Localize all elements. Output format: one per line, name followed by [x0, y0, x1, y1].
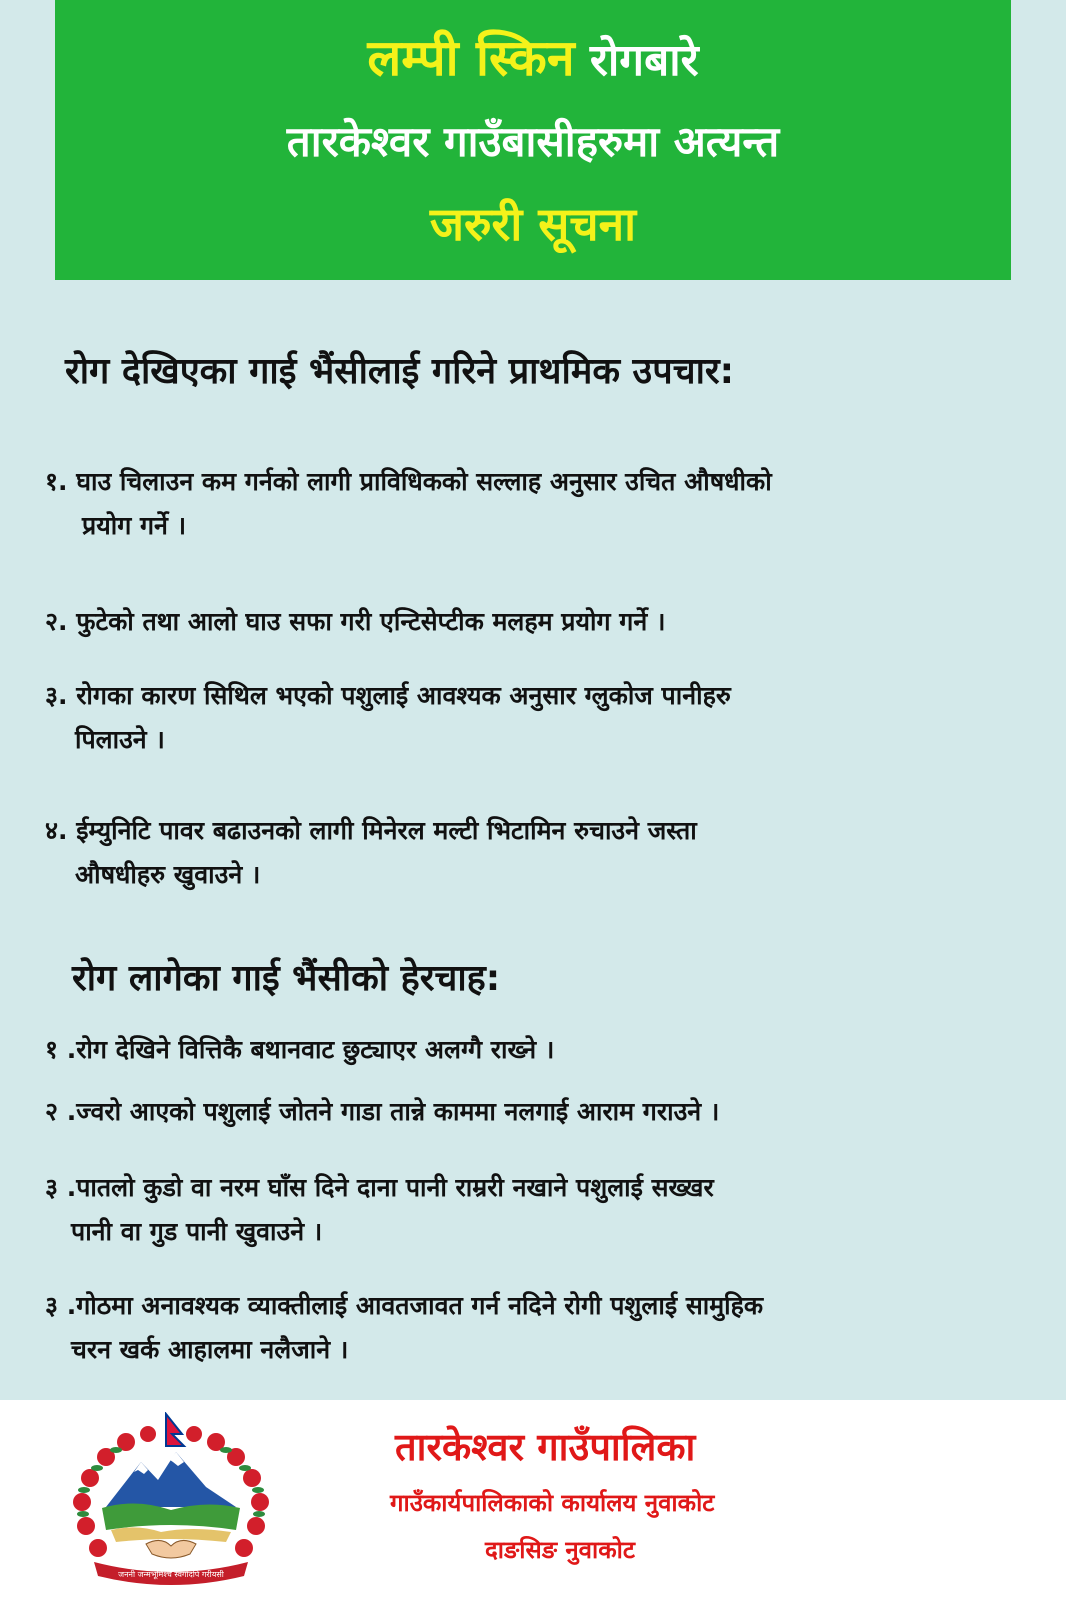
list-item: [45, 809, 1005, 897]
list-item: [45, 674, 1005, 762]
section2-heading: रोग लागेका गाई भैंसीको हेरचाह:: [72, 958, 501, 999]
section1-heading: रोग देखिएका गाई भैंसीलाई गरिने प्राथमिक उपचार:: [65, 351, 735, 392]
item-line: पानी वा गुड पानी खुवाउने ।: [71, 1217, 323, 1246]
item-line: चरन खर्क आहालमा नलैजाने ।: [71, 1335, 349, 1364]
list-item: [45, 460, 1005, 548]
banner-highlight: लम्पी स्किन: [367, 29, 575, 87]
list-item: [45, 1028, 1005, 1072]
item-line: प्रयोग गर्ने ।: [82, 511, 187, 540]
item-line: ३ .गोठमा अनावश्यक व्याक्तीलाई आवतजावत गर्न नदिने रोगी पशुलाई सामुहिक: [45, 1291, 764, 1320]
item-line: १ .रोग देखिने वित्तिकै बथानवाट छुट्याएर अलग्गै राख्ने ।: [45, 1035, 555, 1064]
banner-line-1: [55, 22, 1011, 90]
item-line: औषधीहरु खुवाउने ।: [75, 860, 261, 889]
organization-name: तारकेश्वर गाउँपालिका: [395, 1425, 696, 1469]
item-line: ३. रोगका कारण सिथिल भएको पशुलाई आवश्यक अनुसार ग्लुकोज पानीहरु: [45, 681, 731, 710]
banner-line-1-rest: रोगबारे: [589, 35, 699, 86]
item-line: १. घाउ चिलाउन कम गर्नको लागी प्राविधिकको सल्लाह अनुसार उचित औषधीको: [45, 467, 772, 496]
item-line: ३ .पातलो कुडो वा नरम घाँस दिने दाना पानी राम्ररी नखाने पशुलाई सख्खर: [45, 1173, 714, 1202]
item-line: २. फुटेको तथा आलो घाउ सफा गरी एन्टिसेप्टीक मलहम प्रयोग गर्ने ।: [45, 607, 666, 636]
title-banner: [55, 0, 1011, 280]
item-line: पिलाउने ।: [75, 725, 165, 754]
nepal-emblem-icon: [66, 1412, 276, 1592]
list-item: [45, 1166, 1005, 1254]
banner-line-3: जरुरी सूचना: [429, 197, 637, 251]
item-line: २ .ज्वरो आएको पशुलाई जोतने गाडा तान्ने काममा नलगाई आराम गराउने ।: [45, 1097, 720, 1126]
office-name: गाउँकार्यपालिकाको कार्यालय नुवाकोट: [390, 1489, 715, 1517]
list-item: [45, 600, 1005, 644]
list-item: [45, 1284, 1005, 1372]
footer: [0, 1400, 1066, 1600]
item-line: ४. ईम्युनिटि पावर बढाउनको लागी मिनेरल मल्टी भिटामिन रुचाउने जस्ता: [45, 816, 697, 845]
emblem-motto: जननी जन्मभूमिश्च स्वर्गादपि गरीयसी: [118, 1570, 224, 1579]
banner-line-2: तारकेश्वर गाउँबासीहरुमा अत्यन्त: [286, 117, 780, 166]
list-item: [45, 1090, 1005, 1134]
office-location: दाङसिङ नुवाकोट: [485, 1536, 635, 1564]
